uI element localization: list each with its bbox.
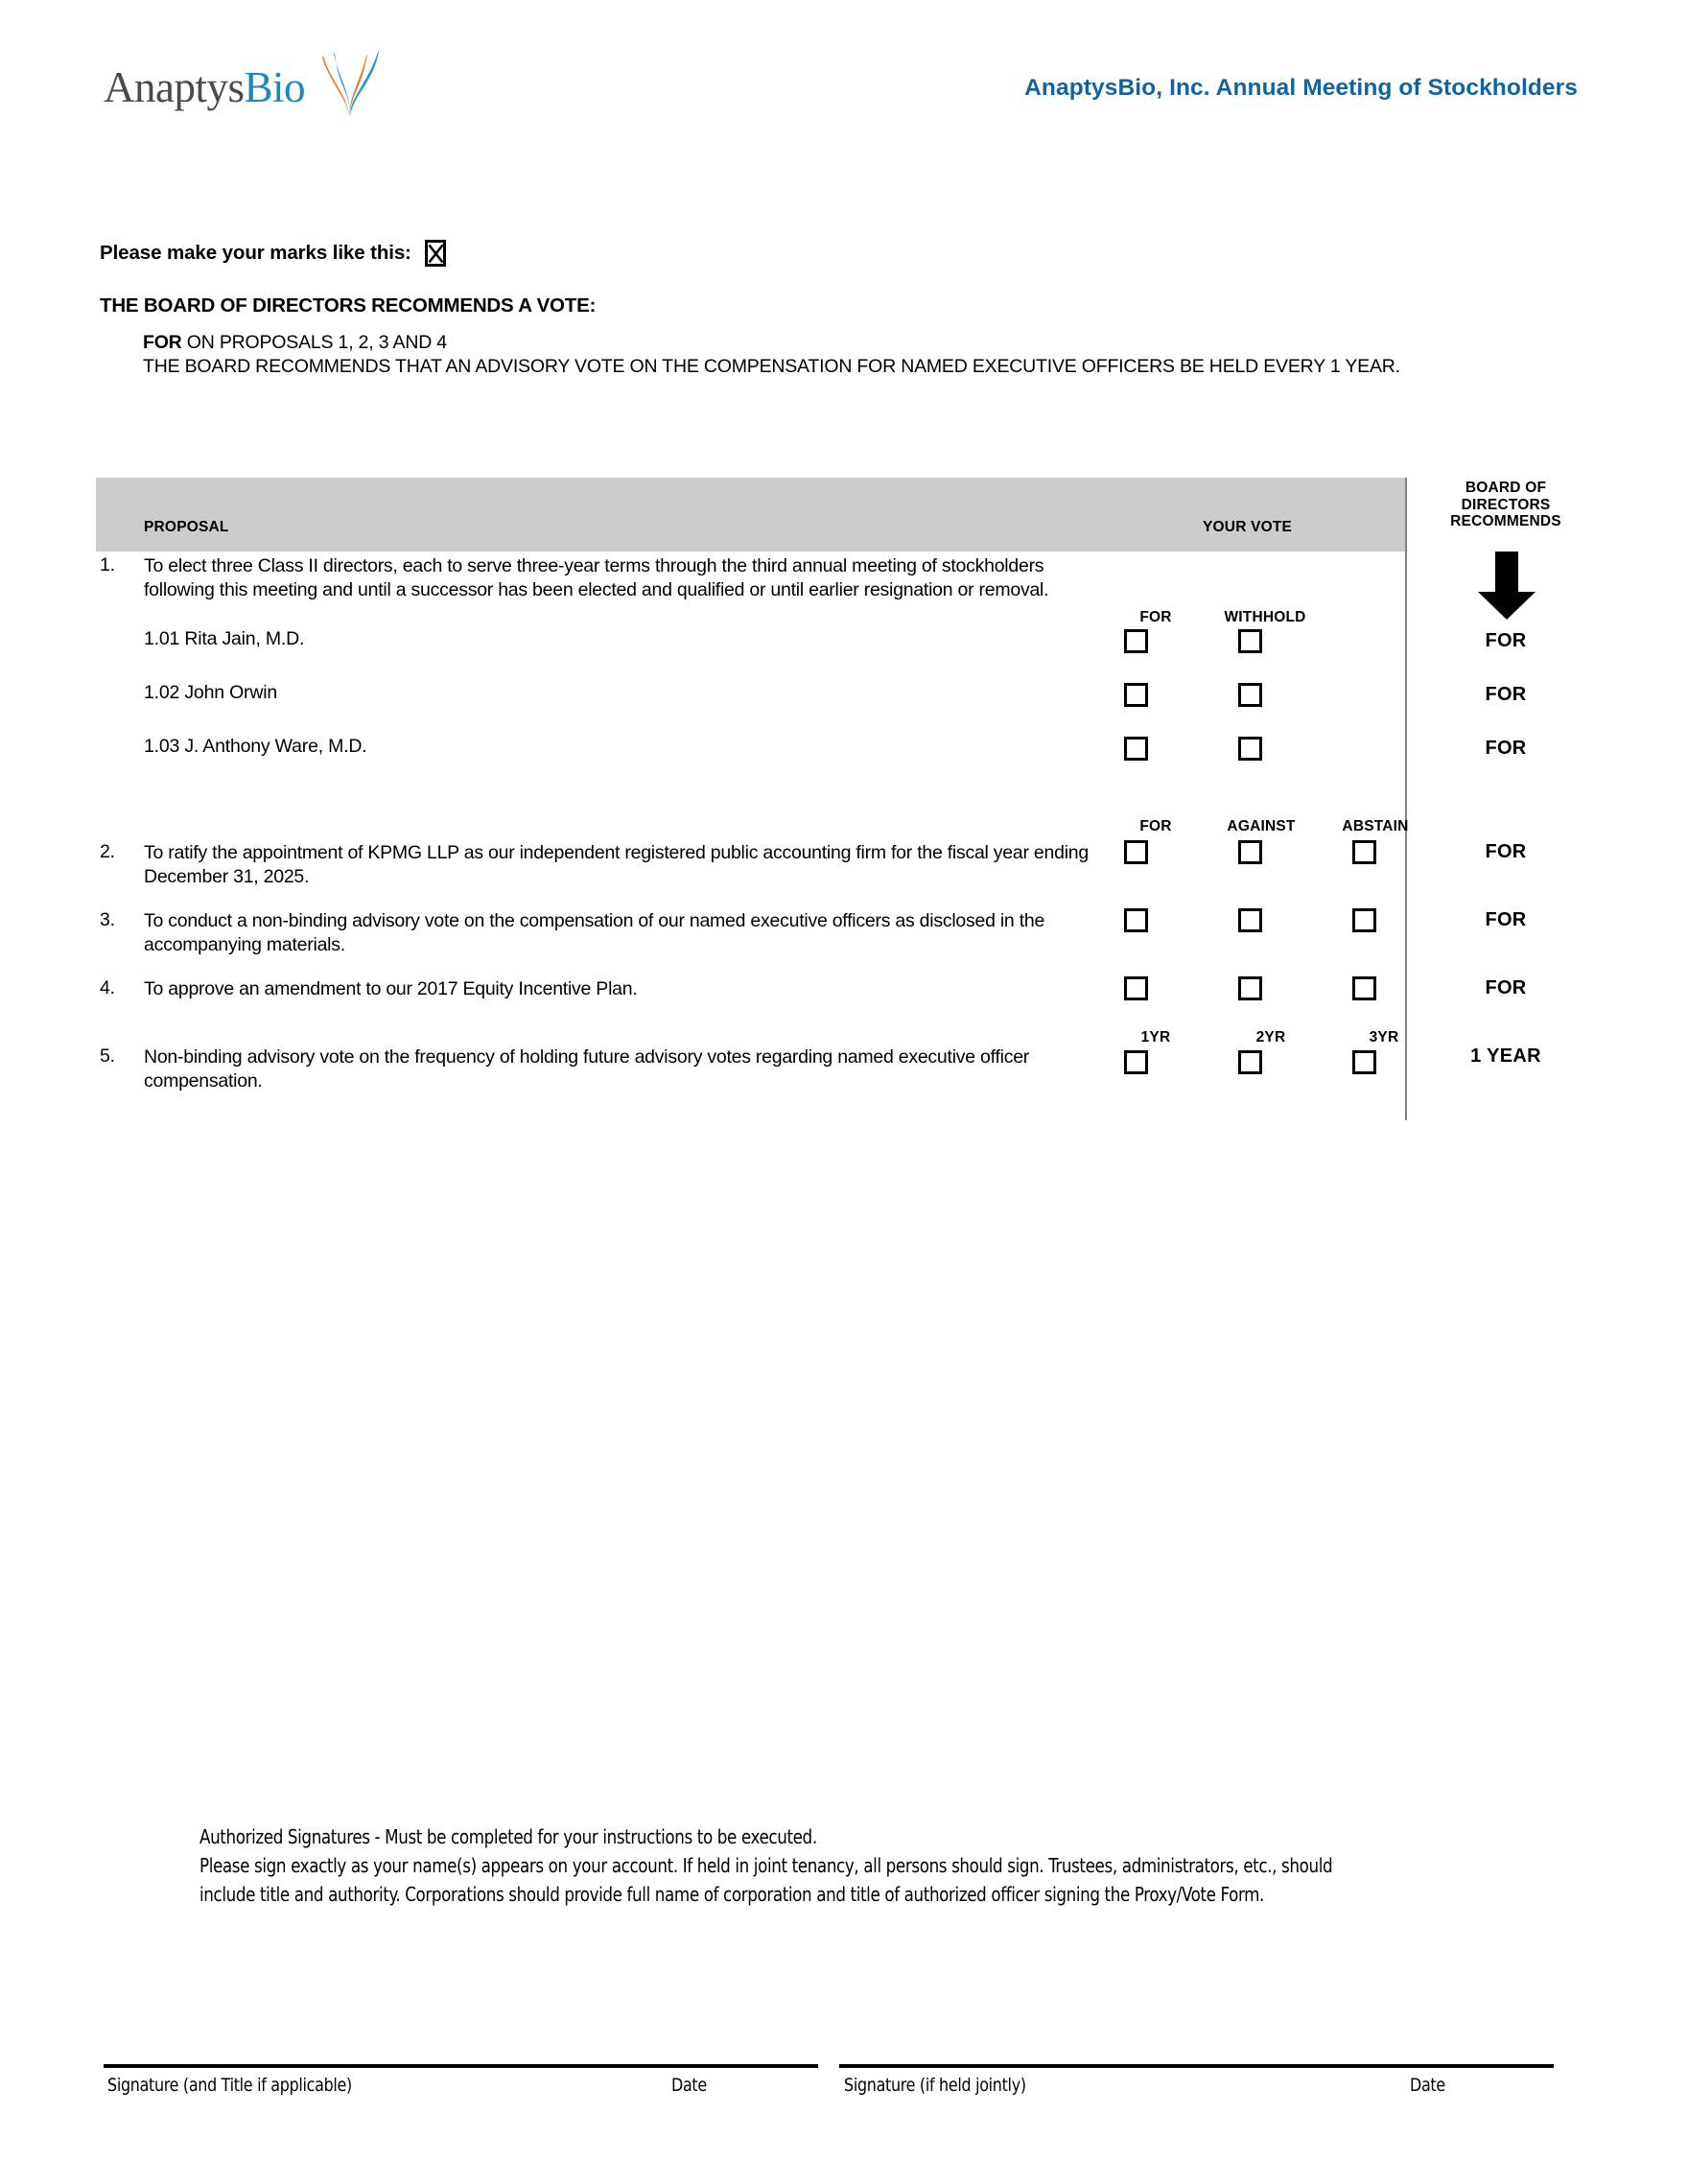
checkbox-proposal-2-abstain[interactable] <box>1352 840 1376 864</box>
board-rec-nominee-1-02: FOR <box>1485 684 1527 705</box>
board-rec-header-line2: DIRECTORS <box>1461 496 1551 513</box>
board-rec-proposal-4: FOR <box>1485 977 1527 998</box>
proposal-4-text: To approve an amendment to our 2017 Equity Incentive Plan. <box>144 978 638 999</box>
authorized-signatures-block <box>199 1822 1359 1909</box>
recommendation-for-keyword: FOR <box>143 332 182 353</box>
board-recommendation-text <box>143 331 1428 378</box>
nominee-1-03-label: 1.03 J. Anthony Ware, M.D. <box>144 736 367 757</box>
column-header-your-vote: YOUR VOTE <box>1203 519 1293 535</box>
col-label-against-group2: AGAINST <box>1227 818 1296 834</box>
checkbox-nominee-1-01-withhold[interactable] <box>1238 629 1262 653</box>
board-rec-header-line1: BOARD OF <box>1465 480 1547 496</box>
col-label-abstain-group2: ABSTAIN <box>1342 818 1409 834</box>
checkbox-proposal-3-for[interactable] <box>1124 908 1148 932</box>
col-label-3yr-group3: 3YR <box>1369 1029 1399 1045</box>
board-rec-nominee-1-01: FOR <box>1485 630 1527 651</box>
checkbox-proposal-4-against[interactable] <box>1238 976 1262 1000</box>
checkbox-nominee-1-01-for[interactable] <box>1124 629 1148 653</box>
authorized-signatures-line-1: Authorized Signatures - Must be completed for your instructions to be executed. <box>199 1825 817 1848</box>
company-logo <box>104 56 384 119</box>
checkbox-proposal-4-for[interactable] <box>1124 976 1148 1000</box>
proposal-1-text: To elect three Class II directors, each to serve three-year terms through the third annual meeting of stockholders following this meeting and until a successor has been elected and qualified or until earlier resignation or removal. <box>144 555 1049 600</box>
board-rec-proposal-5: 1 YEAR <box>1470 1045 1541 1067</box>
proposal-3-number: 3. <box>100 909 115 930</box>
authorized-signatures-line-2: Please sign exactly as your name(s) appears on your account. If held in joint tenancy, all persons should sign. Trustees, administrators, etc., should include title and authority. Corporations should provide full name of corporation and title of authorized officer signing the Proxy/Vote Form. <box>199 1854 1333 1906</box>
vote-column-divider <box>1405 478 1407 1120</box>
x-mark-icon <box>428 243 444 265</box>
col-label-2yr-group3: 2YR <box>1255 1029 1286 1045</box>
date-label-1: Date <box>671 2075 707 2096</box>
checkbox-proposal-2-against[interactable] <box>1238 840 1262 864</box>
page-header <box>0 0 1688 173</box>
column-header-proposal: PROPOSAL <box>144 519 229 535</box>
checkbox-proposal-5-1yr[interactable] <box>1124 1050 1148 1074</box>
proposal-1-number: 1. <box>100 554 115 575</box>
board-rec-proposal-3: FOR <box>1485 909 1527 930</box>
logo-anaptys-text: Anaptys <box>104 62 245 111</box>
example-marked-checkbox <box>425 240 446 267</box>
meeting-title: AnaptysBio, Inc. Annual Meeting of Stockholders <box>1024 75 1578 101</box>
logo-bio-text: Bio <box>244 62 306 111</box>
checkbox-proposal-5-2yr[interactable] <box>1238 1050 1262 1074</box>
col-label-for-group2: FOR <box>1139 818 1172 834</box>
marks-instruction-row <box>100 240 446 267</box>
recommendation-proposals-text: ON PROPOSALS 1, 2, 3 AND 4 <box>181 332 447 353</box>
checkbox-proposal-4-abstain[interactable] <box>1352 976 1376 1000</box>
table-header-band <box>96 478 1405 552</box>
antibody-v-mark-icon <box>315 48 384 119</box>
proposal-5-text: Non-binding advisory vote on the frequency of holding future advisory votes regarding named executive officer compensation. <box>144 1046 1030 1092</box>
column-header-board-recommends <box>1421 480 1590 530</box>
signature-label-1: Signature (and Title if applicable) <box>107 2075 352 2096</box>
checkbox-nominee-1-02-withhold[interactable] <box>1238 683 1262 707</box>
checkbox-proposal-3-abstain[interactable] <box>1352 908 1376 932</box>
signature-line-1[interactable] <box>104 2064 818 2068</box>
col-label-for-group1: FOR <box>1139 609 1172 625</box>
checkbox-nominee-1-02-for[interactable] <box>1124 683 1148 707</box>
proposal-3-text: To conduct a non-binding advisory vote on the compensation of our named executive officers as disclosed in the accompanying materials. <box>144 910 1045 955</box>
proposal-5-number: 5. <box>100 1045 115 1067</box>
signature-line-2[interactable] <box>839 2064 1554 2068</box>
nominee-1-02-label: 1.02 John Orwin <box>144 682 277 703</box>
board-rec-header-line3: RECOMMENDS <box>1450 513 1561 529</box>
proposal-2-text: To ratify the appointment of KPMG LLP as our independent registered public accounting firm for the fiscal year ending December 31, 2025. <box>144 842 1089 887</box>
checkbox-nominee-1-03-withhold[interactable] <box>1238 737 1262 761</box>
board-rec-proposal-2: FOR <box>1485 841 1527 862</box>
nominee-1-01-label: 1.01 Rita Jain, M.D. <box>144 628 305 649</box>
recommendation-line-1 <box>143 331 1428 355</box>
checkbox-proposal-5-3yr[interactable] <box>1352 1050 1376 1074</box>
down-arrow-icon <box>1477 552 1536 621</box>
proposal-4-number: 4. <box>100 977 115 998</box>
signature-label-2: Signature (if held jointly) <box>844 2075 1026 2096</box>
board-recommends-heading: THE BOARD OF DIRECTORS RECOMMENDS A VOTE: <box>100 294 597 317</box>
marks-instruction-label: Please make your marks like this: <box>100 242 411 264</box>
checkbox-proposal-2-for[interactable] <box>1124 840 1148 864</box>
recommendation-line-2: THE BOARD RECOMMENDS THAT AN ADVISORY VOTE ON THE COMPENSATION FOR NAMED EXECUTIVE OFFICERS BE HELD EVERY 1 YEAR. <box>143 355 1400 377</box>
date-label-2: Date <box>1410 2075 1445 2096</box>
proposal-2-number: 2. <box>100 841 115 862</box>
checkbox-nominee-1-03-for[interactable] <box>1124 737 1148 761</box>
checkbox-proposal-3-against[interactable] <box>1238 908 1262 932</box>
col-label-withhold-group1: WITHHOLD <box>1224 609 1306 625</box>
col-label-1yr-group3: 1YR <box>1140 1029 1171 1045</box>
logo-wordmark <box>104 62 306 111</box>
board-rec-nominee-1-03: FOR <box>1485 738 1527 759</box>
